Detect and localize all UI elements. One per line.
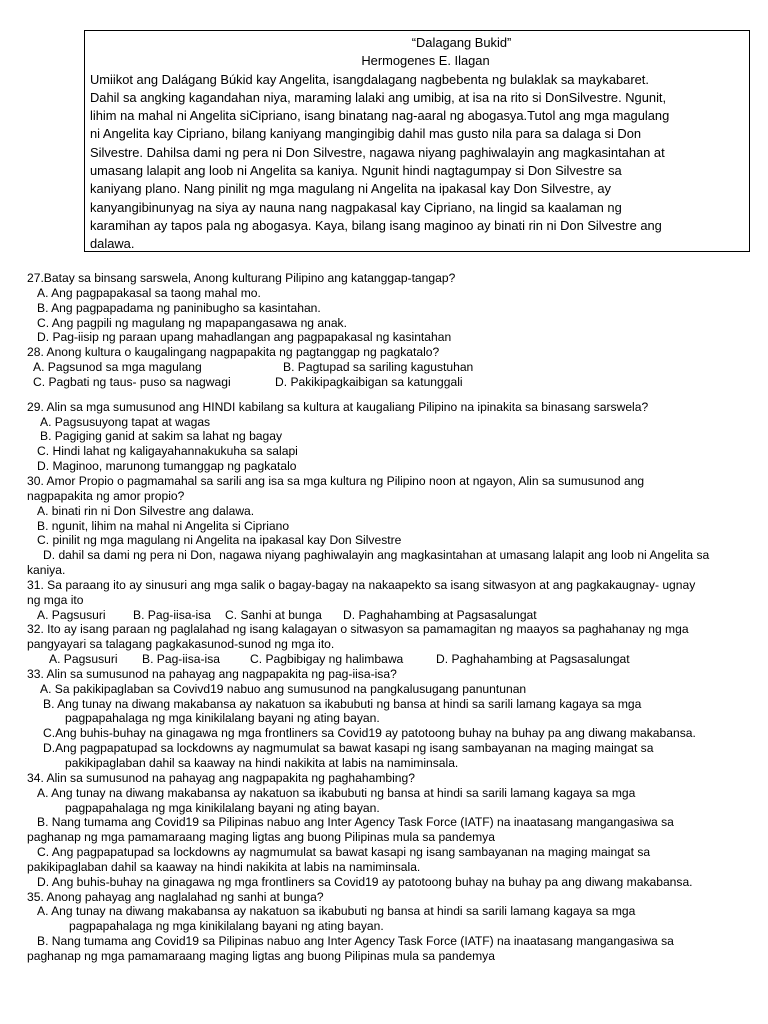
choice-d: D. Maginoo, marunong tumanggap ng pagkatalo bbox=[37, 459, 297, 474]
passage-line: Dahil sa angking kagandahan niya, maraming lalaki ang umibig, at isa na rito si DonSilvestre. Ngunit, bbox=[90, 89, 667, 105]
choice-d: D. Pag-iisip ng paraan upang mahadlangan ang pagpapakasal ng kasintahan bbox=[37, 330, 452, 345]
choice-row bbox=[27, 360, 762, 375]
passage-line: dalawa. bbox=[90, 236, 135, 252]
question-stem-cont: nagpapakita ng amor propio? bbox=[27, 488, 185, 503]
choice-d: D.Ang pagpapatupad sa lockdowns ay nagmumulat sa bawat kasapi ng isang sambayanan na maging maingat sa bbox=[43, 741, 654, 756]
question-stem: 34. Alin sa sumusunod na pahayag ang nagpapakita ng paghahambing? bbox=[27, 770, 415, 785]
choice-b-cont: paghanap ng mga pamamaraang maging ligtas ang buong Pilipinas mula sa pandemya bbox=[27, 830, 495, 845]
question-stem-cont: pangyayari sa talagang pagkakasunod-sunod ng mga ito. bbox=[27, 637, 335, 652]
question-stem: 30. Amor Propio o pagmamahal sa sarili ang isa sa mga kultura ng Pilipino noon at ngayon, Alin sa sumusunod ang bbox=[27, 473, 645, 488]
choice-b-cont: pagpapahalaga ng mga kinikilalang bayani ng ating bayan. bbox=[65, 711, 380, 726]
choice-b: B. Pagiging ganid at sakim sa lahat ng bagay bbox=[40, 429, 283, 444]
choice-b: B. Nang tumama ang Covid19 sa Pilipinas nabuo ang Inter Agency Task Force (IATF) na inaatasang mangangasiwa sa bbox=[37, 934, 674, 949]
passage-line: umasang lalapit ang loob ni Angelita sa kaniya. Ngunit hindi nagtagumpay si Don Silvestre sa bbox=[90, 163, 622, 179]
choice-c: C. Hindi lahat ng kaligayahannakukuha sa salapi bbox=[37, 444, 298, 459]
choice-row bbox=[27, 375, 762, 390]
passage-box bbox=[84, 30, 750, 252]
choice-a: A. binati rin ni Don Silvestre ang dalawa. bbox=[37, 503, 255, 518]
choice-a: A. Pagsusuri bbox=[37, 607, 106, 622]
question-stem: 28. Anong kultura o kaugalingang nagpapakita ng pagtanggap ng pagkatalo? bbox=[27, 345, 440, 360]
choice-a: A. Pagsusuyong tapat at wagas bbox=[40, 414, 211, 429]
question-stem-cont: ng mga ito bbox=[27, 592, 84, 607]
question-32 bbox=[27, 622, 762, 667]
passage-line: Umiikot ang Dalágang Búkid kay Angelita, isangdalagang nagbebenta ng bulaklak sa maykabaret. bbox=[90, 71, 649, 87]
choice-c: C. Ang pagpili ng magulang ng mapapangasawa ng anak. bbox=[37, 315, 347, 330]
question-33 bbox=[27, 667, 762, 771]
choice-b: B. Pag-iisa-isa bbox=[133, 607, 211, 622]
choice-c: C. Pagbati ng taus- puso sa nagwagi bbox=[33, 374, 231, 389]
choice-b: B. ngunit, lihim na mahal ni Angelita si Cipriano bbox=[37, 518, 290, 533]
choice-d-cont: pakikipaglaban dahil sa kaaway na hindi nakikita at labis na namiminsala. bbox=[65, 756, 459, 770]
question-stem: 27.Batay sa binsang sarswela, Anong kulturang Pilipino ang katanggap-tangap? bbox=[27, 271, 456, 285]
choice-c-cont: pakikipaglaban dahil sa kaaway na hindi nakikita at labis na namiminsala. bbox=[27, 859, 421, 874]
choice-c: C. Ang pagpapatupad sa lockdowns ay nagmumulat sa bawat kasapi ng isang sambayanan na maging maingat sa bbox=[37, 845, 651, 860]
passage-line: ni Angelita kay Cipriano, bilang kaniyang mangingibig dahil mas gusto nila para sa dalaga si Don bbox=[90, 126, 642, 142]
choice-a: A. Ang tunay na diwang makabansa ay nakatuon sa ikabubuti ng bansa at hindi sa sarili lamang kagaya sa mga bbox=[37, 785, 636, 800]
choice-d: D. Paghahambing at Pagsasalungat bbox=[343, 607, 537, 622]
question-list bbox=[27, 271, 762, 964]
question-stem: 29. Alin sa mga sumusunod ang HINDI kabilang sa kultura at kaugaliang Pilipino na ipinakita sa binasang sarswela? bbox=[27, 399, 649, 414]
question-stem: 31. Sa paraang ito ay sinusuri ang mga salik o bagay-bagay na nakaapekto sa isang sitwasyon at ang pagkakaugnay- ugnay bbox=[27, 577, 696, 592]
choice-a: A. Ang pagpapakasal sa taong mahal mo. bbox=[37, 285, 261, 300]
question-35 bbox=[27, 890, 762, 964]
choice-a: A. Pagsusuri bbox=[49, 652, 118, 667]
choice-d: D. Ang buhis-buhay na ginagawa ng mga frontliners sa Covid19 ay patotoong buhay na buhay pa ang diwang makabansa. bbox=[37, 874, 693, 889]
choice-a: A. Pagsunod sa mga magulang bbox=[33, 360, 202, 375]
choice-a-cont: pagpapahalaga ng mga kinikilalang bayani ng ating bayan. bbox=[69, 919, 384, 934]
passage-line: karamihan ay tapos pala ng abogasya. Kaya, bilang isang maginoo ay binati rin ni Don Silvestre ang bbox=[90, 217, 662, 233]
choice-b-cont: paghanap ng mga pamamaraang maging ligtas ang buong Pilipinas mula sa pandemya bbox=[27, 948, 495, 963]
choice-b: B. Pagtupad sa sariling kagustuhan bbox=[283, 360, 474, 375]
choice-row bbox=[27, 652, 762, 667]
choice-row bbox=[27, 608, 762, 623]
passage-line: kanyangibinunyag na siya ay nauna nang nagpakasal kay Cipriano, na lingid sa kaalaman ng bbox=[90, 199, 622, 215]
choice-d: D. Paghahambing at Pagsasalungat bbox=[436, 652, 630, 667]
choice-a: A. Sa pakikipaglaban sa Covivd19 nabuo ang sumusunod na pangkalusugang panuntunan bbox=[40, 681, 527, 696]
choice-c: C. Pagbibigay ng halimbawa bbox=[250, 652, 404, 667]
question-stem: 35. Anong pahayag ang naglalahad ng sanhi at bunga? bbox=[27, 889, 324, 904]
choice-b: B. Ang pagpapadama ng paninibugho sa kasintahan. bbox=[37, 300, 321, 315]
choice-c: C. pinilit ng mga magulang ni Angelita na ipakasal kay Don Silvestre bbox=[37, 533, 402, 548]
passage-line: Silvestre. Dahilsa dami ng pera ni Don Silvestre, nagawa niyang paghiwalayin ang magkasintahan at bbox=[90, 144, 665, 160]
question-31 bbox=[27, 578, 762, 623]
choice-a: A. Ang tunay na diwang makabansa ay nakatuon sa ikabubuti ng bansa at hindi sa sarili lamang kagaya sa mga bbox=[37, 904, 636, 919]
question-30 bbox=[27, 474, 762, 578]
passage-line: kaniyang plano. Nang pinilit ng mga magulang ni Angelita na ipakasal kay Don Silvestre, ay bbox=[90, 181, 611, 197]
choice-b: B. Nang tumama ang Covid19 sa Pilipinas nabuo ang Inter Agency Task Force (IATF) na inaatasang mangangasiwa sa bbox=[37, 815, 674, 830]
question-stem: 32. Ito ay isang paraan ng paglalahad ng isang kalagayan o sitwasyon sa pamamagitan ng maayos sa paghahanay ng mga bbox=[27, 622, 689, 637]
choice-d: D. dahil sa dami ng pera ni Don, nagawa niyang paghiwalayin ang magkasintahan at umasang lalapit ang loob ni Angelita sa bbox=[43, 548, 710, 563]
passage-title: “Dalagang Bukid” bbox=[411, 35, 512, 50]
choice-d: D. Pakikipagkaibigan sa katunggali bbox=[275, 374, 463, 389]
question-stem: 33. Alin sa sumusunod na pahayag ang nagpapakita ng pag-iisa-isa? bbox=[27, 666, 397, 681]
choice-d-cont: kaniya. bbox=[27, 563, 66, 578]
choice-b: B. Pag-iisa-isa bbox=[142, 652, 220, 667]
question-27 bbox=[27, 271, 762, 345]
choice-c: C. Sanhi at bunga bbox=[225, 607, 322, 622]
question-34 bbox=[27, 771, 762, 890]
choice-c: C.Ang buhis-buhay na ginagawa ng mga frontliners sa Covid19 ay patotoong buhay na buhay pa ang diwang makabansa. bbox=[43, 726, 696, 741]
question-29 bbox=[27, 400, 762, 474]
passage-line: lihim na mahal ni Angelita siCipriano, isang binatang nag-aaral ng abogasya.Tutol ang mga magulang bbox=[90, 108, 670, 124]
question-28 bbox=[27, 345, 762, 390]
choice-a-cont: pagpapahalaga ng mga kinikilalang bayani ng ating bayan. bbox=[65, 800, 380, 815]
choice-b: B. Ang tunay na diwang makabansa ay nakatuon sa ikabubuti ng bansa at hindi sa sarili lamang kagaya sa mga bbox=[43, 696, 642, 711]
passage-author: Hermogenes E. Ilagan bbox=[361, 53, 490, 69]
